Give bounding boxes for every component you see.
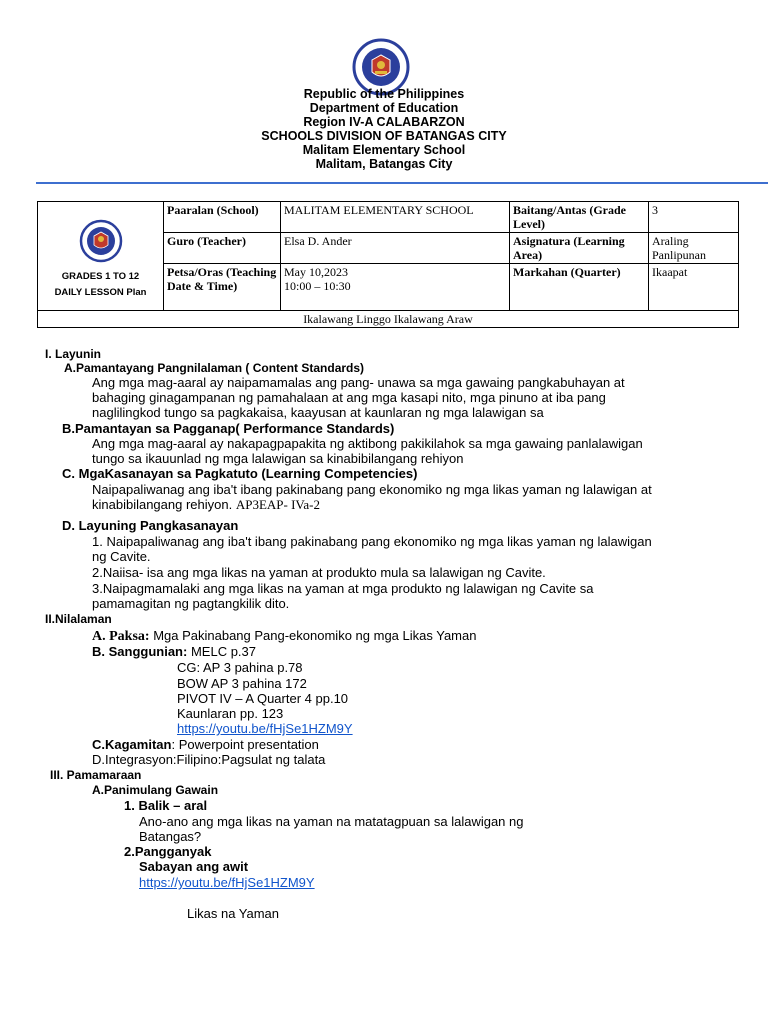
- review-heading: 1. Balik – aral: [124, 798, 208, 813]
- review-question-line2: Batangas?: [139, 829, 202, 844]
- preliminary-activity-heading: A.Panimulang Gawain: [92, 783, 219, 797]
- references-label: B. Sanggunian:: [92, 644, 188, 659]
- date-value: May 10,2023: [284, 265, 348, 279]
- header-line-region: Region IV-A CALABARZON: [303, 115, 465, 129]
- review-question-line1: Ano-ano ang mga likas na yaman na matatagpuan sa lalawigan ng: [139, 814, 524, 829]
- header-line-address: Malitam, Batangas City: [315, 157, 453, 171]
- objective-1-line1: 1. Naipapaliwanag ang iba't ibang pakinabang pang ekonomiko ng mga likas yaman ng lalawigan: [92, 534, 652, 549]
- content-standards-heading: A.Pamantayang Pangnilalaman ( Content Standards): [64, 361, 365, 375]
- quarter-label: Markahan (Quarter): [510, 264, 649, 311]
- reference-pivot: PIVOT IV – A Quarter 4 pp.10: [177, 691, 349, 706]
- content-standards-line2: bahaging ginagampanan ng pamahalaan at ang mga kasapi nito, mga pinuno at iba pang: [92, 390, 606, 405]
- section-nilalaman: II.Nilalaman: [45, 612, 112, 626]
- objective-3-line1: 3.Naipagmamalaki ang mga likas na yaman at mga produkto ng lalawigan ng Cavite sa: [92, 581, 594, 596]
- reference-bow: BOW AP 3 pahina 172: [177, 676, 307, 691]
- song-video-link[interactable]: https://youtu.be/fHjSe1HZM9Y: [139, 875, 315, 890]
- school-value: MALITAM ELEMENTARY SCHOOL: [281, 202, 510, 233]
- objective-3-line2: pamamagitan ng pagtangkilik dito.: [92, 596, 290, 611]
- teacher-label: Guro (Teacher): [164, 233, 281, 264]
- header-divider: [36, 182, 768, 184]
- motivation-heading: 2.Pangganyak: [124, 844, 212, 859]
- learning-area-value: Araling Panlipunan: [649, 233, 739, 264]
- learning-area-label: Asignatura (Learning Area): [510, 233, 649, 264]
- competencies-line1: Naipapaliwanag ang iba't ibang pakinabang pang ekonomiko ng mga likas yaman ng lalawigan at: [92, 482, 652, 497]
- topic-line: [92, 628, 476, 644]
- header-line-school: Malitam Elementary School: [302, 143, 466, 157]
- plan-title-cell: [38, 202, 164, 311]
- references-value: MELC p.37: [190, 644, 257, 659]
- competencies-line2: [92, 497, 320, 512]
- objective-1-line2: ng Cavite.: [92, 549, 151, 564]
- sing-along-heading: Sabayan ang awit: [139, 859, 249, 874]
- dlp-header-table: [37, 201, 739, 328]
- materials-label: C.Kagamitan: [92, 737, 172, 752]
- competency-code: AP3EAP- IVa-2: [235, 497, 320, 512]
- reference-kaunlaran: Kaunlaran pp. 123: [177, 706, 284, 721]
- performance-standards-line2: tungo sa ikauunlad ng mga lalawigan sa kinabibilangang rehiyon: [92, 451, 464, 466]
- grade-value: 3: [649, 202, 739, 233]
- quarter-value: Ikaapat: [649, 264, 739, 311]
- date-time-label: Petsa/Oras (Teaching Date & Time): [164, 264, 281, 311]
- school-label: Paaralan (School): [164, 202, 281, 233]
- references-line: [92, 644, 256, 659]
- competencies-heading: C. MgaKasanayan sa Pagkatuto (Learning Competencies): [62, 466, 418, 481]
- header-line-department: Department of Education: [309, 101, 459, 115]
- date-time-value: [281, 264, 510, 311]
- plan-title-line1: GRADES 1 TO 12: [61, 270, 140, 282]
- objective-2: 2.Naiisa- isa ang mga likas na yaman at produkto mula sa lalawigan ng Cavite.: [92, 565, 546, 580]
- content-standards-line3: naglilingkod tungo sa pagkakaisa, kaayusan at kaunlaran ng mga lalawigan sa: [92, 405, 544, 420]
- competencies-text: kinabibilangang rehiyon.: [92, 497, 233, 512]
- objectives-heading: D. Layuning Pangkasanayan: [62, 518, 239, 533]
- reference-video-link[interactable]: https://youtu.be/fHjSe1HZM9Y: [177, 721, 353, 736]
- section-pamamaraan: III. Pamamaraan: [50, 768, 142, 782]
- header-line-republic: Republic of the Philippines: [303, 87, 465, 101]
- week-day-row: Ikalawang Linggo Ikalawang Araw: [38, 311, 739, 328]
- time-value: 10:00 – 10:30: [284, 279, 351, 293]
- topic-value: Mga Pakinabang Pang-ekonomiko ng mga Likas Yaman: [153, 628, 477, 643]
- section-layunin: I. Layunin: [45, 347, 102, 361]
- teacher-value: Elsa D. Ander: [281, 233, 510, 264]
- integration-line: D.Integrasyon:Filipino:Pagsulat ng talata: [92, 752, 326, 767]
- performance-standards-line1: Ang mga mag-aaral ay nakapagpapakita ng aktibong pakikilahok sa mga gawaing panlalawigan: [92, 436, 643, 451]
- header-line-division: SCHOOLS DIVISION OF BATANGAS CITY: [261, 129, 507, 143]
- song-title: Likas na Yaman: [187, 906, 280, 921]
- topic-label: A. Paksa:: [92, 629, 150, 644]
- performance-standards-heading: B.Pamantayan sa Pagganap( Performance Standards): [62, 421, 395, 436]
- deped-seal-table: [79, 219, 123, 263]
- plan-title-line2: DAILY LESSON Plan: [54, 286, 147, 298]
- grade-label: Baitang/Antas (Grade Level): [510, 202, 649, 233]
- materials-line: [92, 737, 319, 752]
- materials-value: : Powerpoint presentation: [171, 737, 319, 752]
- content-standards-line1: Ang mga mag-aaral ay naipamamalas ang pang- unawa sa mga gawaing pangkabuhayan at: [92, 375, 625, 390]
- reference-cg: CG: AP 3 pahina p.78: [177, 660, 303, 675]
